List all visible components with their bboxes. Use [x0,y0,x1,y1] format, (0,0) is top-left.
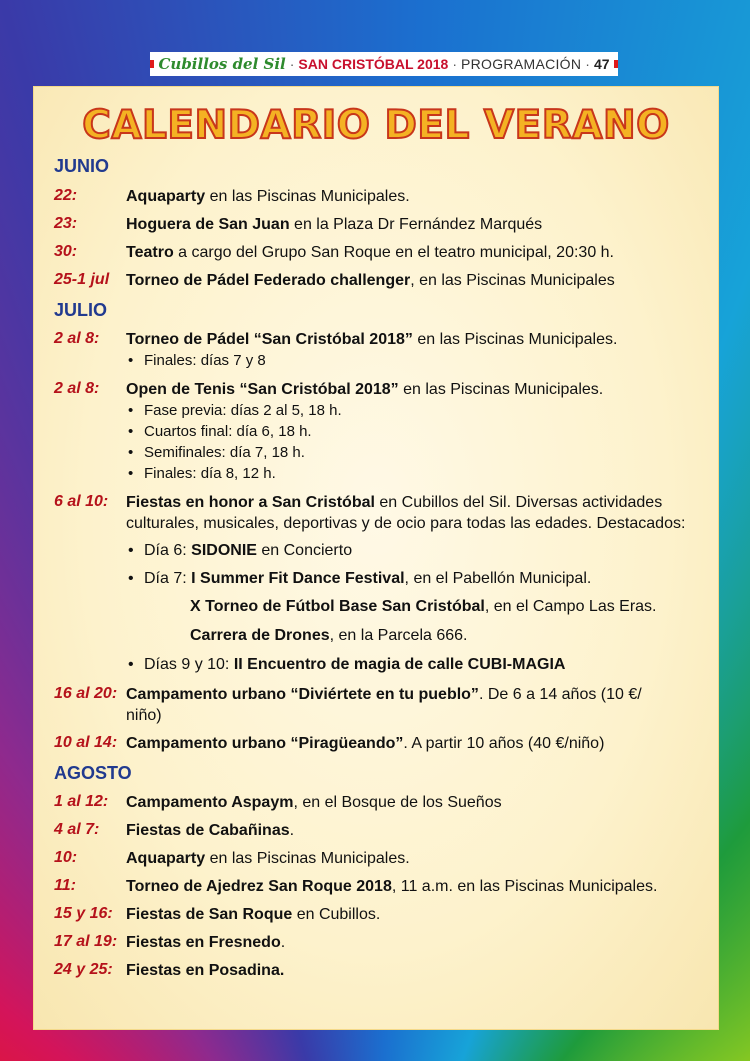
act-detail: , en la Parcela 666. [329,627,468,644]
event-date: 23: [54,215,78,232]
sub-item [144,542,352,560]
act-detail: , en el Campo Las Eras. [484,598,657,615]
act-detail: en Concierto [256,542,353,559]
event-name: Campamento Aspaym [126,794,294,811]
sub-item [144,656,565,674]
event-date: 22: [54,187,78,204]
event-name: Teatro [126,244,174,261]
event-name: Fiestas en honor a San Cristóbal [126,494,375,511]
calendar-panel [33,86,719,1030]
event-name: Torneo de Ajedrez San Roque 2018 [126,878,392,895]
act-name: X Torneo de Fútbol Base San Cristóbal [190,598,485,615]
act-name: SIDONIE [191,542,257,559]
event-detail: en Cubillos del Sil. Diversas actividades [374,494,663,511]
sub-item: • Finales: días 7 y 8 [144,352,266,369]
day-label: Día 7: [144,570,192,587]
sub-item [190,598,657,616]
act-name: II Encuentro de magia de calle CUBI-MAGIA [233,656,566,673]
event-detail: . De 6 a 14 años (10 €/ [478,686,642,703]
event-detail: niño) [126,707,162,724]
act-name: Carrera de Drones [190,627,330,644]
day-label: Días 9 y 10: [144,656,234,673]
act-detail: , en el Pabellón Municipal. [404,570,592,587]
event-name: Torneo de Pádel “San Cristóbal 2018” [126,331,413,348]
event-detail: en las Piscinas Municipales. [412,331,618,348]
event-detail: en las Piscinas Municipales. [398,381,604,398]
event-detail: en las Piscinas Municipales. [205,188,410,205]
event-detail: , en las Piscinas Municipales [410,272,615,289]
event-date: 25-1 jul [54,271,110,288]
section-name: PROGRAMACIÓN [461,56,582,72]
event-date: 6 al 10: [54,493,109,510]
sub-item [190,627,468,645]
event-detail: . [289,822,295,839]
event-date: 11: [54,877,76,894]
event-date: 30: [54,243,78,260]
event-name: Fiestas de San Roque [126,906,293,923]
event-detail: . A partir 10 años (40 €/niño) [403,735,605,752]
event-date: 1 al 12: [54,793,109,810]
event-name: Aquaparty [126,188,206,205]
month-heading-agosto: AGOSTO [54,763,132,783]
page-title: CALENDARIO DEL VERANO [82,103,670,148]
event-detail: a cargo del Grupo San Roque en el teatro municipal, 20:30 h. [173,244,614,261]
sub-item: • Finales: día 8, 12 h. [144,465,276,482]
sub-item: • Fase previa: días 2 al 5, 18 h. [144,402,342,419]
event-detail: en las Piscinas Municipales. [205,850,410,867]
event-date: 2 al 8: [54,330,100,347]
separator: · [289,56,295,72]
page-header [150,52,618,76]
event-date: 10 al 14: [54,734,118,751]
event-date: 10: [54,849,78,866]
separator: · [452,56,457,72]
act-name: I Summer Fit Dance Festival [191,570,405,587]
event-name: Campamento urbano “Piragüeando” [126,735,404,752]
event-name: Open de Tenis “San Cristóbal 2018” [126,381,399,398]
event-name: Hoguera de San Juan [126,216,290,233]
event-name: Torneo de Pádel Federado challenger [126,272,411,289]
sub-item: • Cuartos final: día 6, 18 h. [144,423,312,440]
day-label: Día 6: [144,542,192,559]
event-date: 16 al 20: [54,685,118,702]
event-date: 2 al 8: [54,380,100,397]
event-name: Aquaparty [126,850,206,867]
red-square-icon [150,60,154,68]
event-date: 24 y 25: [54,961,113,978]
event-detail: culturales, musicales, deportivas y de ocio para todas las edades. Destacados: [126,515,686,532]
sub-item: • Semifinales: día 7, 18 h. [144,444,305,461]
separator: · [585,56,590,72]
event-detail: . [280,934,286,951]
event-name: Fiestas en Posadina. [126,962,285,979]
month-heading-junio: JUNIO [54,156,110,176]
event-name: Fiestas de Cabañinas [126,822,290,839]
event-detail: en Cubillos. [292,906,381,923]
event-date: 4 al 7: [54,821,100,838]
event-name: Campamento urbano “Diviértete en tu pueblo” [126,686,479,703]
month-heading-julio: JULIO [54,300,108,320]
event-detail: en la Plaza Dr Fernández Marqués [289,216,543,233]
page-number: 47 [593,56,610,72]
event-name: SAN CRISTÓBAL 2018 [298,56,449,72]
event-name: Fiestas en Fresnedo [126,934,281,951]
event-date: 17 al 19: [54,933,118,950]
event-date: 15 y 16: [54,905,113,922]
sub-item [144,570,591,588]
event-detail: , 11 a.m. en las Piscinas Municipales. [391,878,658,895]
logo: Cubillos del Sil [158,55,286,73]
event-detail: , en el Bosque de los Sueños [293,794,502,811]
red-square-icon [614,60,618,68]
